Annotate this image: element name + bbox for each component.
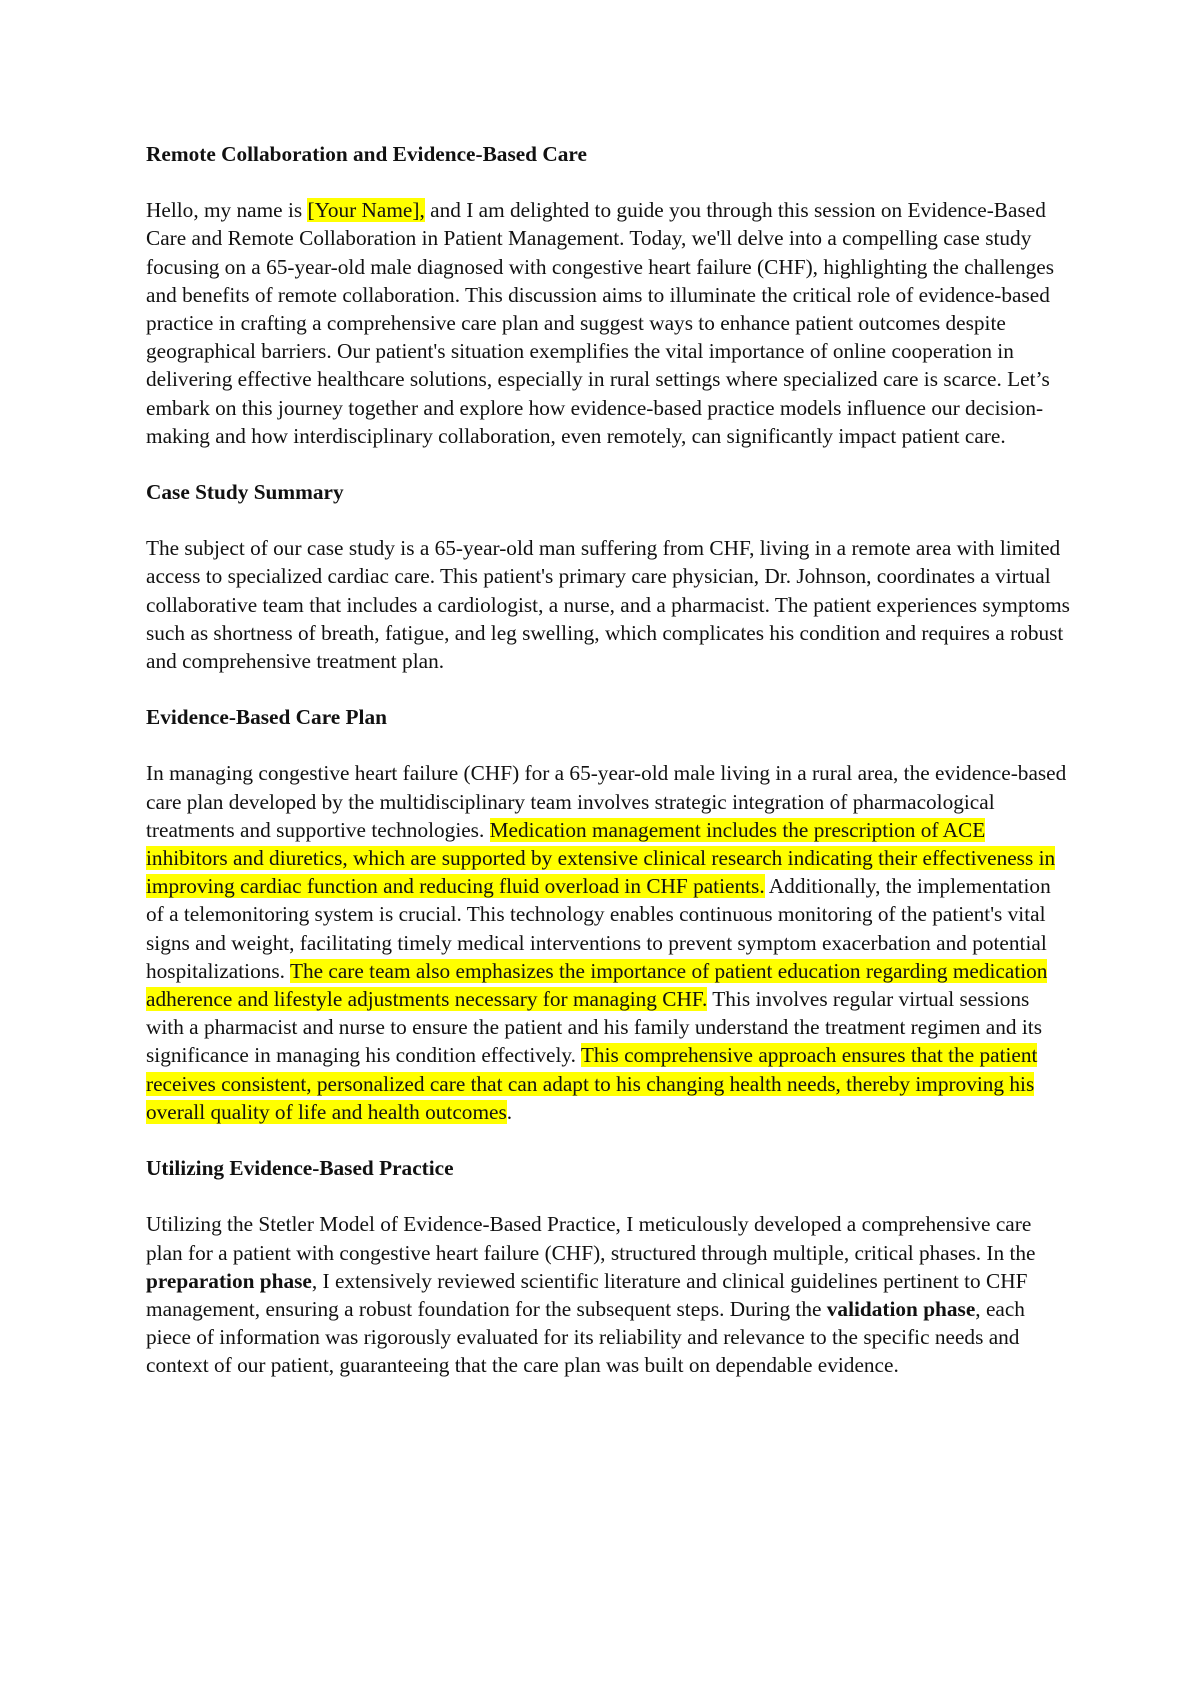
utilizing-text-2: , I extensively reviewed scientific literature and clinical guidelines pertinent to CHF management, ensuring a robust foundation for the subsequent steps. During the	[146, 1268, 1028, 1321]
care-plan-highlight-1: Medication management includes the prescription of ACE inhibitors and diuretics, which are supported by extensive clinical research indicating their effectiveness in improving cardiac function and reducing fluid overload in CHF patients.	[146, 817, 1056, 899]
preparation-phase-term: preparation phase	[146, 1268, 312, 1293]
case-study-paragraph: The subject of our case study is a 65-year-old man suffering from CHF, living in a remote area with limited access to specialized cardiac care. This patient's primary care physician, Dr. Johnson, coordinates a virtual collaborative team that includes a cardiologist, a nurse, and a pharmacist. The patient experiences symptoms such as shortness of breath, fatigue, and leg swelling, which complicates his condition and requires a robust and comprehensive treatment plan.	[146, 536, 1070, 674]
intro-text-start: Hello, my name is	[146, 198, 308, 223]
care-plan-text-4: .	[506, 1099, 513, 1124]
case-study-heading: Case Study Summary	[146, 480, 344, 505]
utilizing-text-3: , each piece of information was rigorously evaluated for its reliability and relevance to the specific needs and context of our patient, guaranteeing that the care plan was built on dependable evidence.	[146, 1296, 1025, 1378]
intro-paragraph	[146, 196, 1071, 450]
document-title: Remote Collaboration and Evidence-Based Care	[146, 142, 587, 166]
care-plan-text-1: In managing congestive heart failure (CHF) for a 65-year-old male living in a rural area, the evidence-based care plan developed by the multidisciplinary team involves strategic integration of pharmacological treatments and supportive technologies.	[146, 761, 1067, 842]
care-plan-heading: Evidence-Based Care Plan	[146, 705, 387, 730]
care-plan-paragraph	[146, 759, 1071, 1126]
name-placeholder: [Your Name],	[307, 198, 425, 223]
care-plan-highlight-2: The care team also emphasizes the importance of patient education regarding medication adherence and lifestyle adjustments necessary for managing CHF.	[146, 958, 1048, 1012]
utilizing-text-1: Utilizing the Stetler Model of Evidence-Based Practice, I meticulously developed a comprehensive care plan for a patient with congestive heart failure (CHF), structured through multiple, critical phases. In the	[146, 1212, 1036, 1265]
care-plan-text-2: Additionally, the implementation of a telemonitoring system is crucial. This technology enables continuous monitoring of the patient's vital signs and weight, facilitating timely medical interventions to prevent symptom exacerbation and potential hospitalizations.	[146, 874, 1051, 983]
document-page	[146, 140, 1071, 1408]
validation-phase-term: validation phase	[826, 1296, 976, 1321]
intro-text-rest: and I am delighted to guide you through this session on Evidence-Based Care and Remote Collaboration in Patient Management. Today, we'll delve into a compelling case study focusing on a 65-year-old male diagnosed with congestive heart failure (CHF), highlighting the challenges and benefits of remote collaboration. This discussion aims to illuminate the critical role of evidence-based practice in crafting a comprehensive care plan and suggest ways to enhance patient outcomes despite geographical barriers. Our patient's situation exemplifies the vital importance of online cooperation in delivering effective healthcare solutions, especially in rural settings where specialized care is scarce. Let’s embark on this journey together and explore how evidence-based practice models influence our decision-making and how interdisciplinary collaboration, even remotely, can significantly impact patient care.	[146, 198, 1054, 448]
care-plan-text-3: This involves regular virtual sessions with a pharmacist and nurse to ensure the patient and his family understand the treatment regimen and its significance in managing his condition effectively.	[146, 987, 1042, 1068]
care-plan-highlight-3: This comprehensive approach ensures that the patient receives consistent, personalized care that can adapt to his changing health needs, thereby improving his overall quality of life and health outcomes	[146, 1043, 1038, 1124]
utilizing-paragraph	[146, 1210, 1071, 1379]
utilizing-heading: Utilizing Evidence-Based Practice	[146, 1156, 454, 1181]
